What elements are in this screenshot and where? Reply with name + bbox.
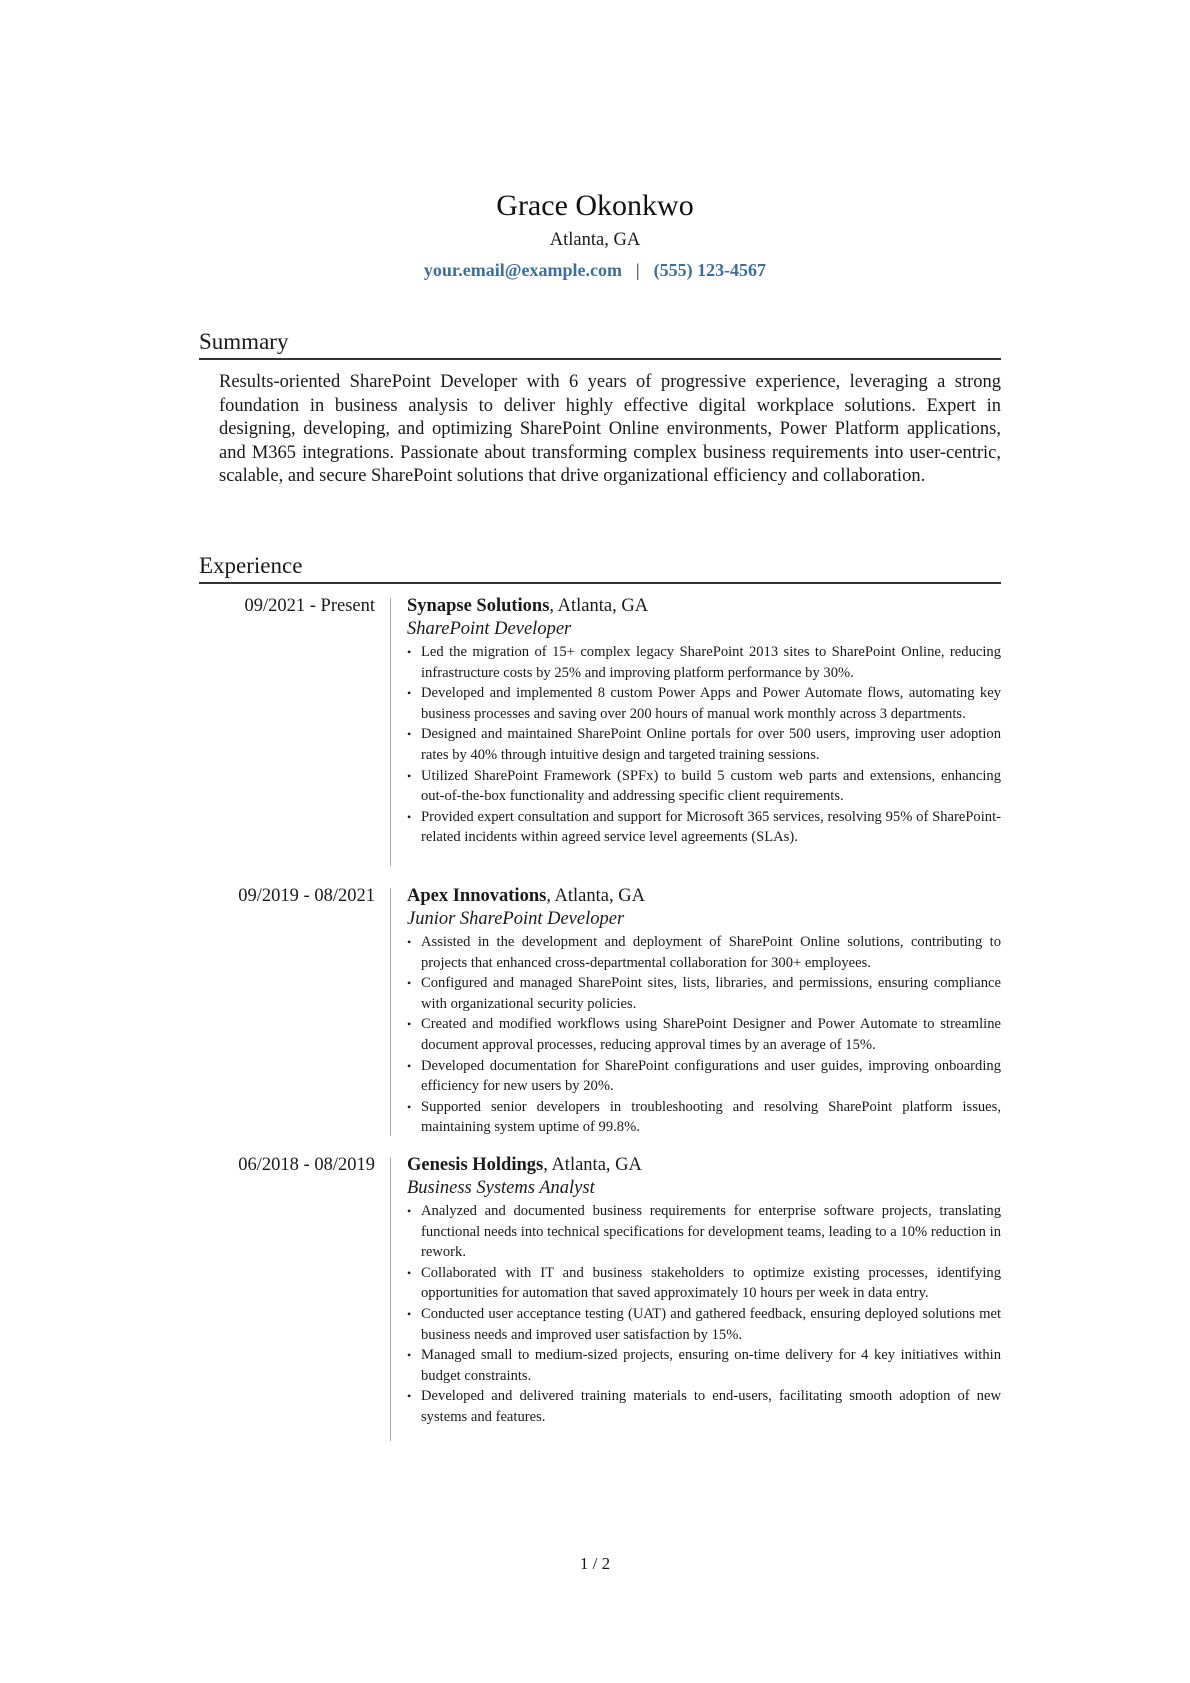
page-number: 1 / 2 — [579, 1554, 611, 1573]
job-bullets — [407, 642, 1001, 848]
list-item: • Supported senior developers in troubleshooting and resolving SharePoint platform issues, maintaining system uptime of 99.8%. — [407, 1097, 1001, 1138]
job-dates: 09/2019 - 08/2021 — [238, 886, 375, 906]
company-name: Apex Innovations — [407, 886, 547, 906]
contact-separator: | — [635, 260, 640, 280]
job-title: SharePoint Developer — [407, 619, 572, 639]
job-dates: 09/2021 - Present — [244, 596, 375, 616]
job-title: Junior SharePoint Developer — [407, 909, 625, 929]
company-name: Synapse Solutions — [407, 596, 550, 616]
phone-link[interactable]: (555) 123-4567 — [653, 260, 767, 280]
job-title: Business Systems Analyst — [407, 1178, 595, 1198]
job-body — [407, 594, 1001, 848]
experience-heading: Experience — [199, 551, 1001, 584]
list-item: • Developed and implemented 8 custom Power Apps and Power Automate flows, automating key business processes and saving over 200 hours of manual work monthly across 3 departments. — [407, 683, 1001, 724]
list-item: • Provided expert consultation and support for Microsoft 365 services, resolving 95% of SharePoint-related incidents within agreed service level agreements (SLAs). — [407, 807, 1001, 848]
job-bullets — [407, 1201, 1001, 1428]
list-item: • Managed small to medium-sized projects, ensuring on-time delivery for 4 key initiatives within budget constraints. — [407, 1345, 1001, 1386]
job-bullets — [407, 932, 1001, 1138]
job-body — [407, 884, 1001, 1138]
list-item: • Assisted in the development and deployment of SharePoint Online solutions, contributing to projects that enhanced cross-departmental collaboration for 300+ employees. — [407, 932, 1001, 973]
list-item: • Led the migration of 15+ complex legacy SharePoint 2013 sites to SharePoint Online, reducing infrastructure costs by 25% and improving platform performance by 30%. — [407, 642, 1001, 683]
job-dates: 06/2018 - 08/2019 — [238, 1155, 375, 1175]
company-location: , Atlanta, GA — [549, 596, 649, 616]
company-location: , Atlanta, GA — [546, 886, 645, 906]
company-location: , Atlanta, GA — [543, 1155, 642, 1175]
list-item: • Collaborated with IT and business stakeholders to optimize existing processes, identifying opportunities for automation that saved approximately 10 hours per week in data entry. — [407, 1263, 1001, 1304]
job-company-line — [407, 594, 1001, 618]
job-divider — [390, 598, 391, 866]
list-item: • Utilized SharePoint Framework (SPFx) to build 5 custom web parts and extensions, enhancing out-of-the-box functionality and addressing specific client requirements. — [407, 766, 1001, 807]
list-item: • Analyzed and documented business requirements for enterprise software projects, translating functional needs into technical specifications for development teams, leading to a 10% reduction in rework. — [407, 1201, 1001, 1263]
list-item: • Developed and delivered training materials to end-users, facilitating smooth adoption of new systems and features. — [407, 1386, 1001, 1427]
list-item: • Configured and managed SharePoint sites, lists, libraries, and permissions, ensuring compliance with organizational security policies. — [407, 973, 1001, 1014]
candidate-location: Atlanta, GA — [549, 230, 641, 250]
job-divider — [390, 1157, 391, 1441]
list-item: • Created and modified workflows using SharePoint Designer and Power Automate to streamline document approval processes, reducing approval times by an average of 15%. — [407, 1014, 1001, 1055]
resume-header — [0, 188, 1190, 282]
candidate-name: Grace Okonkwo — [496, 189, 694, 222]
job-company-line — [407, 884, 1001, 908]
job-body — [407, 1153, 1001, 1428]
email-link[interactable]: your.email@example.com — [423, 260, 622, 280]
company-name: Genesis Holdings — [407, 1155, 544, 1175]
list-item: • Designed and maintained SharePoint Online portals for over 500 users, improving user adoption rates by 40% through intuitive design and targeted training sessions. — [407, 724, 1001, 765]
contact-line — [0, 258, 1190, 282]
job-company-line — [407, 1153, 1001, 1177]
summary-text: Results-oriented SharePoint Developer with 6 years of progressive experience, leveraging a strong foundation in business analysis to deliver highly effective digital workplace solutions. Expert in designing, developing, and optimizing SharePoint Online environments, Power Platform applications, and M365 integrations. Passionate about transforming complex business requirements into user-centric, scalable, and secure SharePoint solutions that drive organizational efficiency and collaboration. — [219, 372, 1001, 486]
list-item: • Conducted user acceptance testing (UAT) and gathered feedback, ensuring deployed solutions met business needs and improved user satisfaction by 15%. — [407, 1304, 1001, 1345]
summary-heading: Summary — [199, 327, 1001, 360]
job-divider — [390, 888, 391, 1136]
list-item: • Developed documentation for SharePoint configurations and user guides, improving onboarding efficiency for new users by 20%. — [407, 1056, 1001, 1097]
